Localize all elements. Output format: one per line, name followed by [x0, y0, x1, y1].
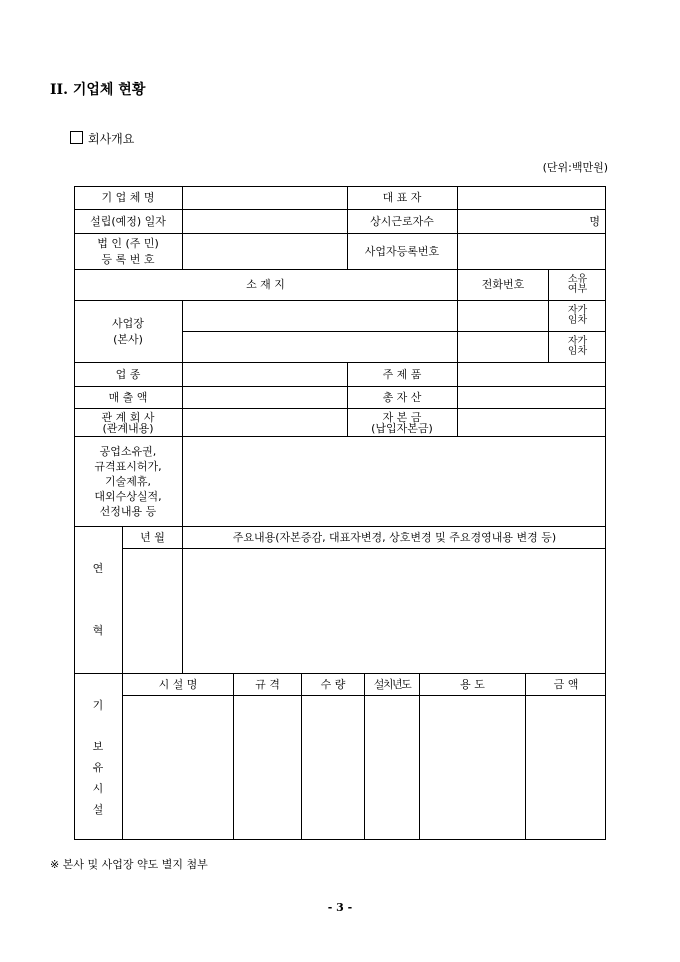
location-label: 소 재 지 [246, 278, 285, 291]
employees-field[interactable] [458, 210, 606, 233]
ownership-option-1[interactable] [549, 301, 606, 331]
facility-use-field[interactable] [420, 696, 525, 840]
ip-label-line: 규격표시허가, [94, 460, 162, 473]
representative-field[interactable] [458, 186, 606, 209]
site-address-field-1[interactable] [183, 301, 457, 331]
lease-option-label: 임차 [567, 315, 588, 326]
corp-reg-field[interactable] [183, 234, 347, 269]
ip-field[interactable] [183, 437, 606, 526]
facilities-label [74, 674, 122, 840]
history-label [74, 527, 122, 673]
main-product-label: 주 제 품 [382, 367, 422, 381]
owned-label-line1: 소유 [567, 274, 588, 285]
history-label-char: 연 [92, 562, 104, 575]
affiliate-label-line2: (관계내용) [102, 421, 154, 435]
biz-reg-field[interactable] [458, 234, 606, 269]
capital-field[interactable] [458, 409, 606, 436]
footnote: ※ 본사 및 사업장 약도 별지 첨부 [50, 858, 208, 871]
employees-unit: 명 [589, 214, 600, 228]
company-name-field[interactable] [183, 186, 347, 209]
unit-label: (단위:백만원) [542, 161, 608, 174]
owned-label-line2: 여부 [567, 284, 588, 295]
corp-reg-label [74, 234, 182, 269]
industry-label: 업 종 [115, 367, 141, 381]
total-assets-label: 총 자 산 [382, 390, 422, 404]
ownership-option-2[interactable] [549, 332, 606, 362]
page-number: - 3 - [327, 901, 353, 914]
facility-use-header: 용 도 [460, 677, 485, 691]
site-phone-field-2[interactable] [458, 332, 548, 362]
owned-label [549, 270, 606, 300]
facility-spec-field[interactable] [234, 696, 301, 840]
facility-year-field[interactable] [365, 696, 419, 840]
main-product-field[interactable] [458, 363, 606, 386]
checkbox-icon [70, 131, 83, 144]
industry-field[interactable] [183, 363, 347, 386]
history-content-field[interactable] [183, 549, 606, 673]
facilities-label-char: 보 [92, 739, 104, 753]
ip-label-line: 대외수상실적, [94, 490, 162, 503]
capital-label [347, 409, 457, 436]
sales-label: 매 출 액 [108, 390, 148, 404]
facility-name-header: 시 설 명 [158, 677, 198, 691]
employees-label: 상시근로자수 [370, 214, 434, 228]
facilities-label-char: 설 [92, 802, 104, 816]
facility-qty-header: 수 량 [320, 677, 346, 691]
ip-label [74, 437, 182, 526]
site-phone-field-1[interactable] [458, 301, 548, 331]
facility-amount-field[interactable] [526, 696, 606, 840]
subsection-heading [70, 130, 134, 147]
facilities-label-char: 시 [92, 781, 104, 795]
ip-label-line: 공업소유권, [99, 445, 157, 458]
affiliate-label [74, 409, 182, 436]
phone-label: 전화번호 [481, 278, 525, 291]
biz-reg-label: 사업자등록번호 [364, 244, 440, 258]
history-label-char: 혁 [92, 624, 104, 637]
site-label-line2: (본사) [113, 332, 143, 346]
corp-reg-label-line1: 법 인 (주 민) [97, 236, 159, 250]
history-date-header: 년 월 [140, 530, 165, 544]
facility-amount-header: 금 액 [553, 677, 579, 691]
facilities-label-char: 유 [92, 760, 104, 774]
founding-date-field[interactable] [183, 210, 347, 233]
history-date-field[interactable] [123, 549, 182, 673]
representative-label: 대 표 자 [382, 190, 422, 204]
history-content-header: 주요내용(자본증감, 대표자변경, 상호변경 및 주요경영내용 변경 등) [232, 530, 557, 544]
affiliate-label-line1: 관 계 회 사 [101, 410, 155, 424]
capital-label-line1: 자 본 금 [382, 410, 422, 424]
sales-field[interactable] [183, 387, 347, 408]
total-assets-field[interactable] [458, 387, 606, 408]
capital-label-line2: (납입자본금) [371, 421, 433, 435]
company-name-label: 기 업 체 명 [101, 190, 155, 204]
founding-date-label: 설립(예정) 일자 [90, 214, 166, 228]
facility-spec-header: 규 격 [255, 677, 280, 691]
site-label-line1: 사업장 [112, 316, 144, 330]
section-title: II. 기업체 현황 [50, 82, 146, 98]
site-address-field-2[interactable] [183, 332, 457, 362]
ip-label-line: 선정내용 등 [99, 505, 157, 518]
facility-year-header: 설치년도 [373, 677, 411, 691]
corp-reg-label-line2: 등 록 번 호 [101, 252, 155, 266]
own-option-label: 자가 [567, 305, 588, 316]
facility-qty-field[interactable] [302, 696, 364, 840]
lease-option-label: 임차 [567, 346, 588, 357]
ip-label-line: 기술제휴, [104, 475, 151, 488]
affiliate-field[interactable] [183, 409, 347, 436]
own-option-label: 자가 [567, 336, 588, 347]
subsection-title: 회사개요 [88, 132, 135, 146]
facilities-label-char: 기 [92, 698, 104, 712]
company-overview-table [74, 186, 606, 840]
facility-name-field[interactable] [123, 696, 233, 840]
site-label [74, 301, 182, 362]
